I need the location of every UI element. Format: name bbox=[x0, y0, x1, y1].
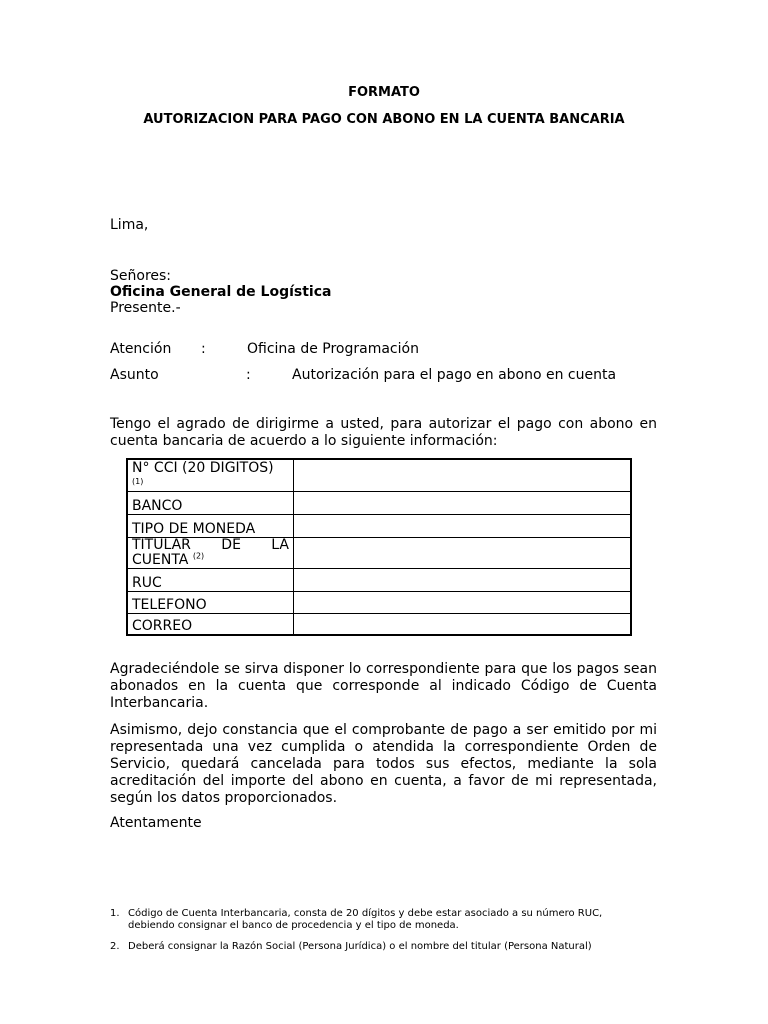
cci-label-cell bbox=[127, 459, 294, 491]
table-row bbox=[127, 613, 631, 635]
holder-label-cell bbox=[127, 537, 294, 568]
footnote-2-text: Deberá consignar la Razón Social (Persona Jurídica) o el nombre del titular (Persona Natural) bbox=[128, 941, 592, 952]
account-info-table bbox=[126, 458, 632, 636]
salutation: Señores: bbox=[110, 268, 172, 284]
table-row bbox=[127, 537, 631, 568]
subject-colon: : bbox=[246, 367, 251, 383]
holder-label-line2: CUENTA bbox=[132, 551, 189, 568]
attention-label: Atención bbox=[110, 341, 172, 357]
email-label: CORREO bbox=[127, 613, 294, 635]
ruc-label: RUC bbox=[127, 568, 294, 591]
recipient-name: Oficina General de Logística bbox=[110, 284, 332, 300]
footnote-1-number: 1. bbox=[110, 908, 120, 919]
bank-value-cell[interactable] bbox=[294, 491, 632, 514]
phone-label: TELEFONO bbox=[127, 591, 294, 613]
subject-value: Autorización para el pago en abono en cuenta bbox=[292, 367, 617, 383]
footnote-1-text: Código de Cuenta Interbancaria, consta de 20 dígitos y debe estar asociado a su número RUC, debiendo consignar el banco de procedencia y el tipo de moneda. bbox=[128, 908, 603, 931]
cci-label: N° CCI (20 DIGITOS) bbox=[132, 460, 274, 476]
phone-value-cell[interactable] bbox=[294, 591, 632, 613]
ruc-value-cell[interactable] bbox=[294, 568, 632, 591]
paragraph-thanks: Agradeciéndole se sirva disponer lo correspondiente para que los pagos sean abonados en la cuenta que corresponde al indicado Código de Cuenta Interbancaria. bbox=[110, 661, 657, 711]
attention-value: Oficina de Programación bbox=[247, 341, 419, 357]
currency-value-cell[interactable] bbox=[294, 514, 632, 537]
holder-footnote-ref: (2) bbox=[192, 550, 205, 560]
paragraph-constancy: Asimismo, dejo constancia que el comprobante de pago a ser emitido por mi representada una vez cumplida o atendida la correspondiente Orden de Servicio, quedará cancelada para todos sus efectos, mediante la sola acreditación del importe del abono en cuenta, a favor de mi representada, según los datos proporcionados. bbox=[110, 722, 657, 806]
bank-label: BANCO bbox=[127, 491, 294, 514]
place-date: Lima, bbox=[110, 217, 149, 233]
footnote-2-number: 2. bbox=[110, 941, 120, 952]
table-row bbox=[127, 491, 631, 514]
intro-paragraph: Tengo el agrado de dirigirme a usted, para autorizar el pago con abono en cuenta bancaria de acuerdo a lo siguiente información: bbox=[110, 416, 657, 449]
holder-value-cell[interactable] bbox=[294, 537, 632, 568]
cci-value-cell[interactable] bbox=[294, 459, 632, 491]
table-row bbox=[127, 591, 631, 613]
currency-label: TIPO DE MONEDA bbox=[127, 514, 294, 537]
closing: Atentamente bbox=[110, 815, 202, 831]
document-subtitle: AUTORIZACION PARA PAGO CON ABONO EN LA CUENTA BANCARIA bbox=[143, 112, 625, 127]
subject-label: Asunto bbox=[110, 367, 159, 383]
cci-footnote-ref: (1) bbox=[132, 477, 144, 486]
attention-colon: : bbox=[201, 341, 206, 357]
holder-label-line1: TITULAR DE LA bbox=[132, 536, 289, 553]
table-row bbox=[127, 568, 631, 591]
table-row bbox=[127, 459, 631, 491]
document-title: FORMATO bbox=[348, 85, 420, 100]
presente-line: Presente.- bbox=[110, 300, 181, 316]
email-value-cell[interactable] bbox=[294, 613, 632, 635]
table-row bbox=[127, 514, 631, 537]
